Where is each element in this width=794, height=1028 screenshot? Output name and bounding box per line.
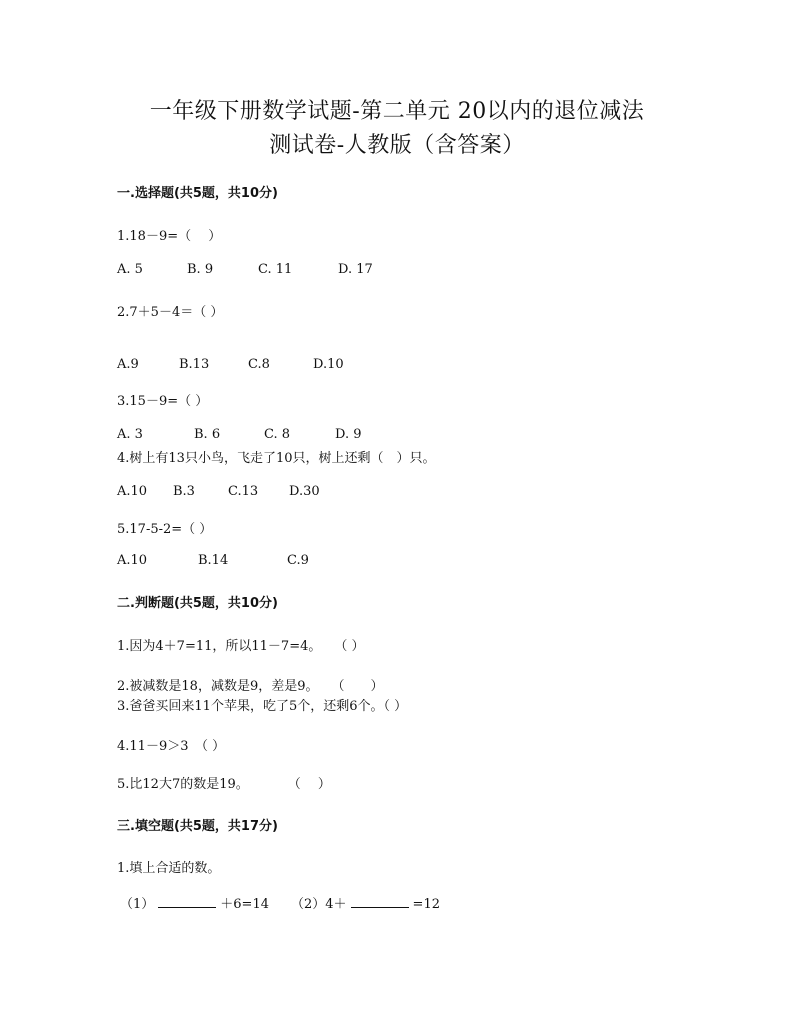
judgement-item-3: 3.爸爸买回来11个苹果，吃了5个，还剩6个。（ ）	[117, 699, 408, 714]
fill-part-2-tail: =12	[412, 897, 440, 912]
option-5c: C.9	[287, 553, 309, 568]
option-1c: C. 11	[258, 262, 293, 277]
option-5b: B.14	[198, 553, 229, 568]
judgement-item-1: 1.因为4＋7=11，所以11－7=4。 （ ）	[117, 639, 365, 654]
judgement-item-4: 4.11－9＞3 （ ）	[117, 739, 226, 754]
judgement-item-5: 5.比12大7的数是19。 （ ）	[117, 777, 331, 792]
fill-question-1: 1.填上合适的数。	[117, 861, 221, 876]
title-line-1: 一年级下册数学试题-第二单元 20以内的退位减法	[149, 99, 645, 124]
option-4d: D.30	[289, 484, 320, 499]
option-5a: A.10	[117, 553, 148, 568]
fill-blank-1[interactable]	[158, 895, 216, 908]
option-3b: B. 6	[194, 427, 221, 442]
fill-blank-2[interactable]	[351, 895, 409, 908]
fill-question-1-parts	[120, 893, 440, 912]
option-4a: A.10	[117, 484, 148, 499]
option-2d: D.10	[313, 357, 344, 372]
section-heading-judgement: 二.判断题(共5题，共10分)	[117, 596, 278, 611]
option-2b: B.13	[179, 357, 210, 372]
question-4: 4.树上有13只小鸟，飞走了10只，树上还剩（ ）只。	[117, 451, 436, 466]
option-3a: A. 3	[117, 427, 143, 442]
option-4c: C.13	[228, 484, 259, 499]
option-1b: B. 9	[187, 262, 214, 277]
title-line-2: 测试卷-人教版（含答案）	[269, 133, 525, 158]
judgement-item-2: 2.被减数是18，减数是9，差是9。 （ ）	[117, 679, 384, 694]
option-2c: C.8	[248, 357, 270, 372]
option-2a: A.9	[117, 357, 139, 372]
fill-part-1-tail: ＋6=14	[220, 897, 269, 912]
fill-part-2-label: （2）4＋	[291, 897, 347, 912]
section-heading-fill: 三.填空题(共5题，共17分)	[117, 819, 278, 834]
question-5: 5.17-5-2=（ ）	[117, 522, 213, 537]
option-1a: A. 5	[117, 262, 143, 277]
option-3d: D. 9	[335, 427, 362, 442]
option-4b: B.3	[173, 484, 195, 499]
question-2: 2.7＋5－4＝（ ）	[117, 305, 224, 320]
option-3c: C. 8	[264, 427, 291, 442]
option-1d: D. 17	[338, 262, 373, 277]
section-heading-choice: 一.选择题(共5题，共10分)	[117, 186, 278, 201]
question-1: 1.18－9=（ ）	[117, 229, 222, 244]
question-3: 3.15－9=（ ）	[117, 394, 209, 409]
fill-part-1-label: （1）	[120, 897, 155, 912]
